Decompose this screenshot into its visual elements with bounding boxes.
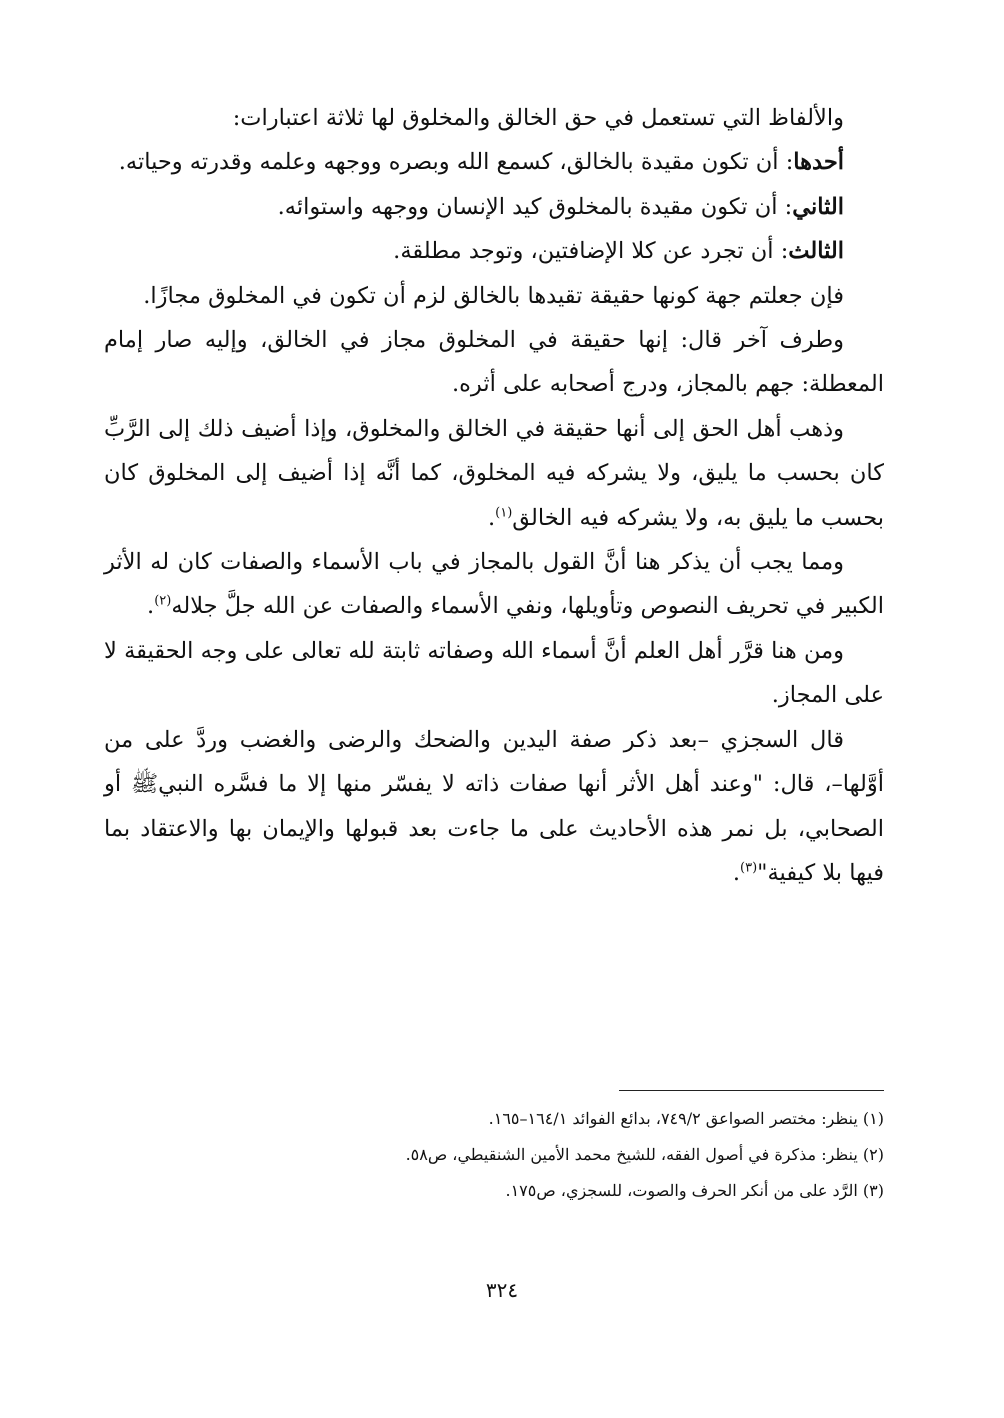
- paragraph-first: [104, 140, 884, 184]
- footnotes: [104, 1101, 884, 1209]
- footnote-marker: (١): [495, 505, 513, 521]
- page-number: ٣٢٤: [485, 1278, 519, 1302]
- paragraph-text: وذهب أهل الحق إلى أنها حقيقة في الخالق والمخلوق، وإذا أضيف ذلك إلى الرَّبِّ كان بحسب ما يليق، ولا يشركه فيه المخلوق، كما أنَّه إذا أضيف إلى المخلوق كان بحسب ما يليق به، ولا يشركه فيه الخالق: [104, 415, 884, 531]
- bold-term: الثالث: [788, 238, 844, 265]
- paragraph-third: [104, 229, 884, 273]
- paragraph-text: قال السجزي –بعد ذكر صفة اليدين والضحك والرضى والغضب وردَّ على من أوَّلها–، قال: "وعند أهل الأثر أنها صفات ذاته لا يفسّر منها إلا ما فسَّره النبيﷺ أو الصحابي، بل نمر هذه الأحاديث على ما جاءت بعد قبولها والإيمان بها والاعتقاد بما فيها بلا كيفية": [104, 726, 885, 886]
- footnote-marker: (٣): [740, 860, 758, 876]
- footnote-1: (١) ينظر: مختصر الصواعق ٧٤٩/٢، بدائع الفوائد ١٦٤/١–١٦٥.: [488, 1109, 884, 1128]
- paragraph-scholars: [104, 629, 884, 718]
- paragraph-sijzi-quote: قال السجزي –بعد ذكر صفة اليدين والضحك والرضى والغضب وردَّ على من أوَّلها–، قال: "وعند أهل الأثر أنها صفات ذاته لا يفسّر منها إلا ما فسَّره النبيﷺ أو الصحابي، بل نمر هذه الأحاديث على ما جاءت بعد قبولها والإيمان بها والاعتقاد بما فيها بلا كيفية"$^{(٣)}$.: [104, 726, 885, 886]
- paragraph-intro: [104, 96, 884, 140]
- footnote-marker: (٢): [154, 593, 172, 609]
- paragraph-text: : أن تكون مقيدة بالمخلوق كيد الإنسان ووجهه واستوائه.: [277, 193, 793, 220]
- paragraph-text: وطرف آخر قال: إنها حقيقة في المخلوق مجاز في الخالق، وإليه صار إمام المعطلة: جهم بالمجاز، ودرج أصحابه على أثره.: [104, 327, 884, 398]
- paragraph-text: ومن هنا قرَّر أهل العلم أنَّ أسماء الله وصفاته ثابتة لله تعالى على وجه الحقيقة لا على المجاز.: [104, 637, 884, 709]
- footnote-3: (٣) الرَّد على من أنكر الحرف والصوت، للسجزي، ص١٧٥.: [505, 1181, 884, 1200]
- paragraph-text: ومما يجب أن يذكر هنا أنَّ القول بالمجاز في باب الأسماء والصفات كان له الأثر الكبير في تحريف النصوص وتأويلها، ونفي الأسماء والصفات عن الله جلَّ جلاله: [104, 549, 884, 620]
- bold-term: الثاني: [792, 193, 844, 220]
- paragraph-people-of-truth: وذهب أهل الحق إلى أنها حقيقة في الخالق والمخلوق، وإذا أضيف ذلك إلى الرَّبِّ كان بحسب ما يليق، ولا يشركه فيه المخلوق، كما أنَّه إذا أضيف إلى المخلوق كان بحسب ما يليق به، ولا يشركه فيه الخالق$^{(١)}$.: [104, 415, 884, 531]
- paragraph-text: فإن جعلتم جهة كونها حقيقة تقيدها بالخالق لزم أن تكون في المخلوق مجازًا.: [143, 282, 844, 309]
- bold-term: أحدها: [793, 149, 844, 176]
- paragraph-text: : أن تجرد عن كلا الإضافتين، وتوجد مطلقة.: [393, 238, 789, 265]
- paragraph-text: : أن تكون مقيدة بالخالق، كسمع الله وبصره ووجهه وعلمه وقدرته وحياته.: [118, 149, 794, 176]
- paragraph-majaz-effect: ومما يجب أن يذكر هنا أنَّ القول بالمجاز في باب الأسماء والصفات كان له الأثر الكبير في تحريف النصوص وتأويلها، ونفي الأسماء والصفات عن الله جلَّ جلاله$^{(٢)}$.: [104, 549, 884, 620]
- footnote-2: (٢) ينظر: مذكرة في أصول الفقه، للشيخ محمد الأمين الشنقيطي، ص٥٨.: [405, 1145, 884, 1164]
- footnote-separator: [619, 1090, 884, 1091]
- paragraph-text: والألفاظ التي تستعمل في حق الخالق والمخلوق لها ثلاثة اعتبارات:: [232, 105, 844, 131]
- paragraph-second: [104, 185, 884, 229]
- main-text: [104, 96, 884, 895]
- paragraph-conclusion: [104, 274, 884, 318]
- paragraph-other-party: [104, 318, 884, 407]
